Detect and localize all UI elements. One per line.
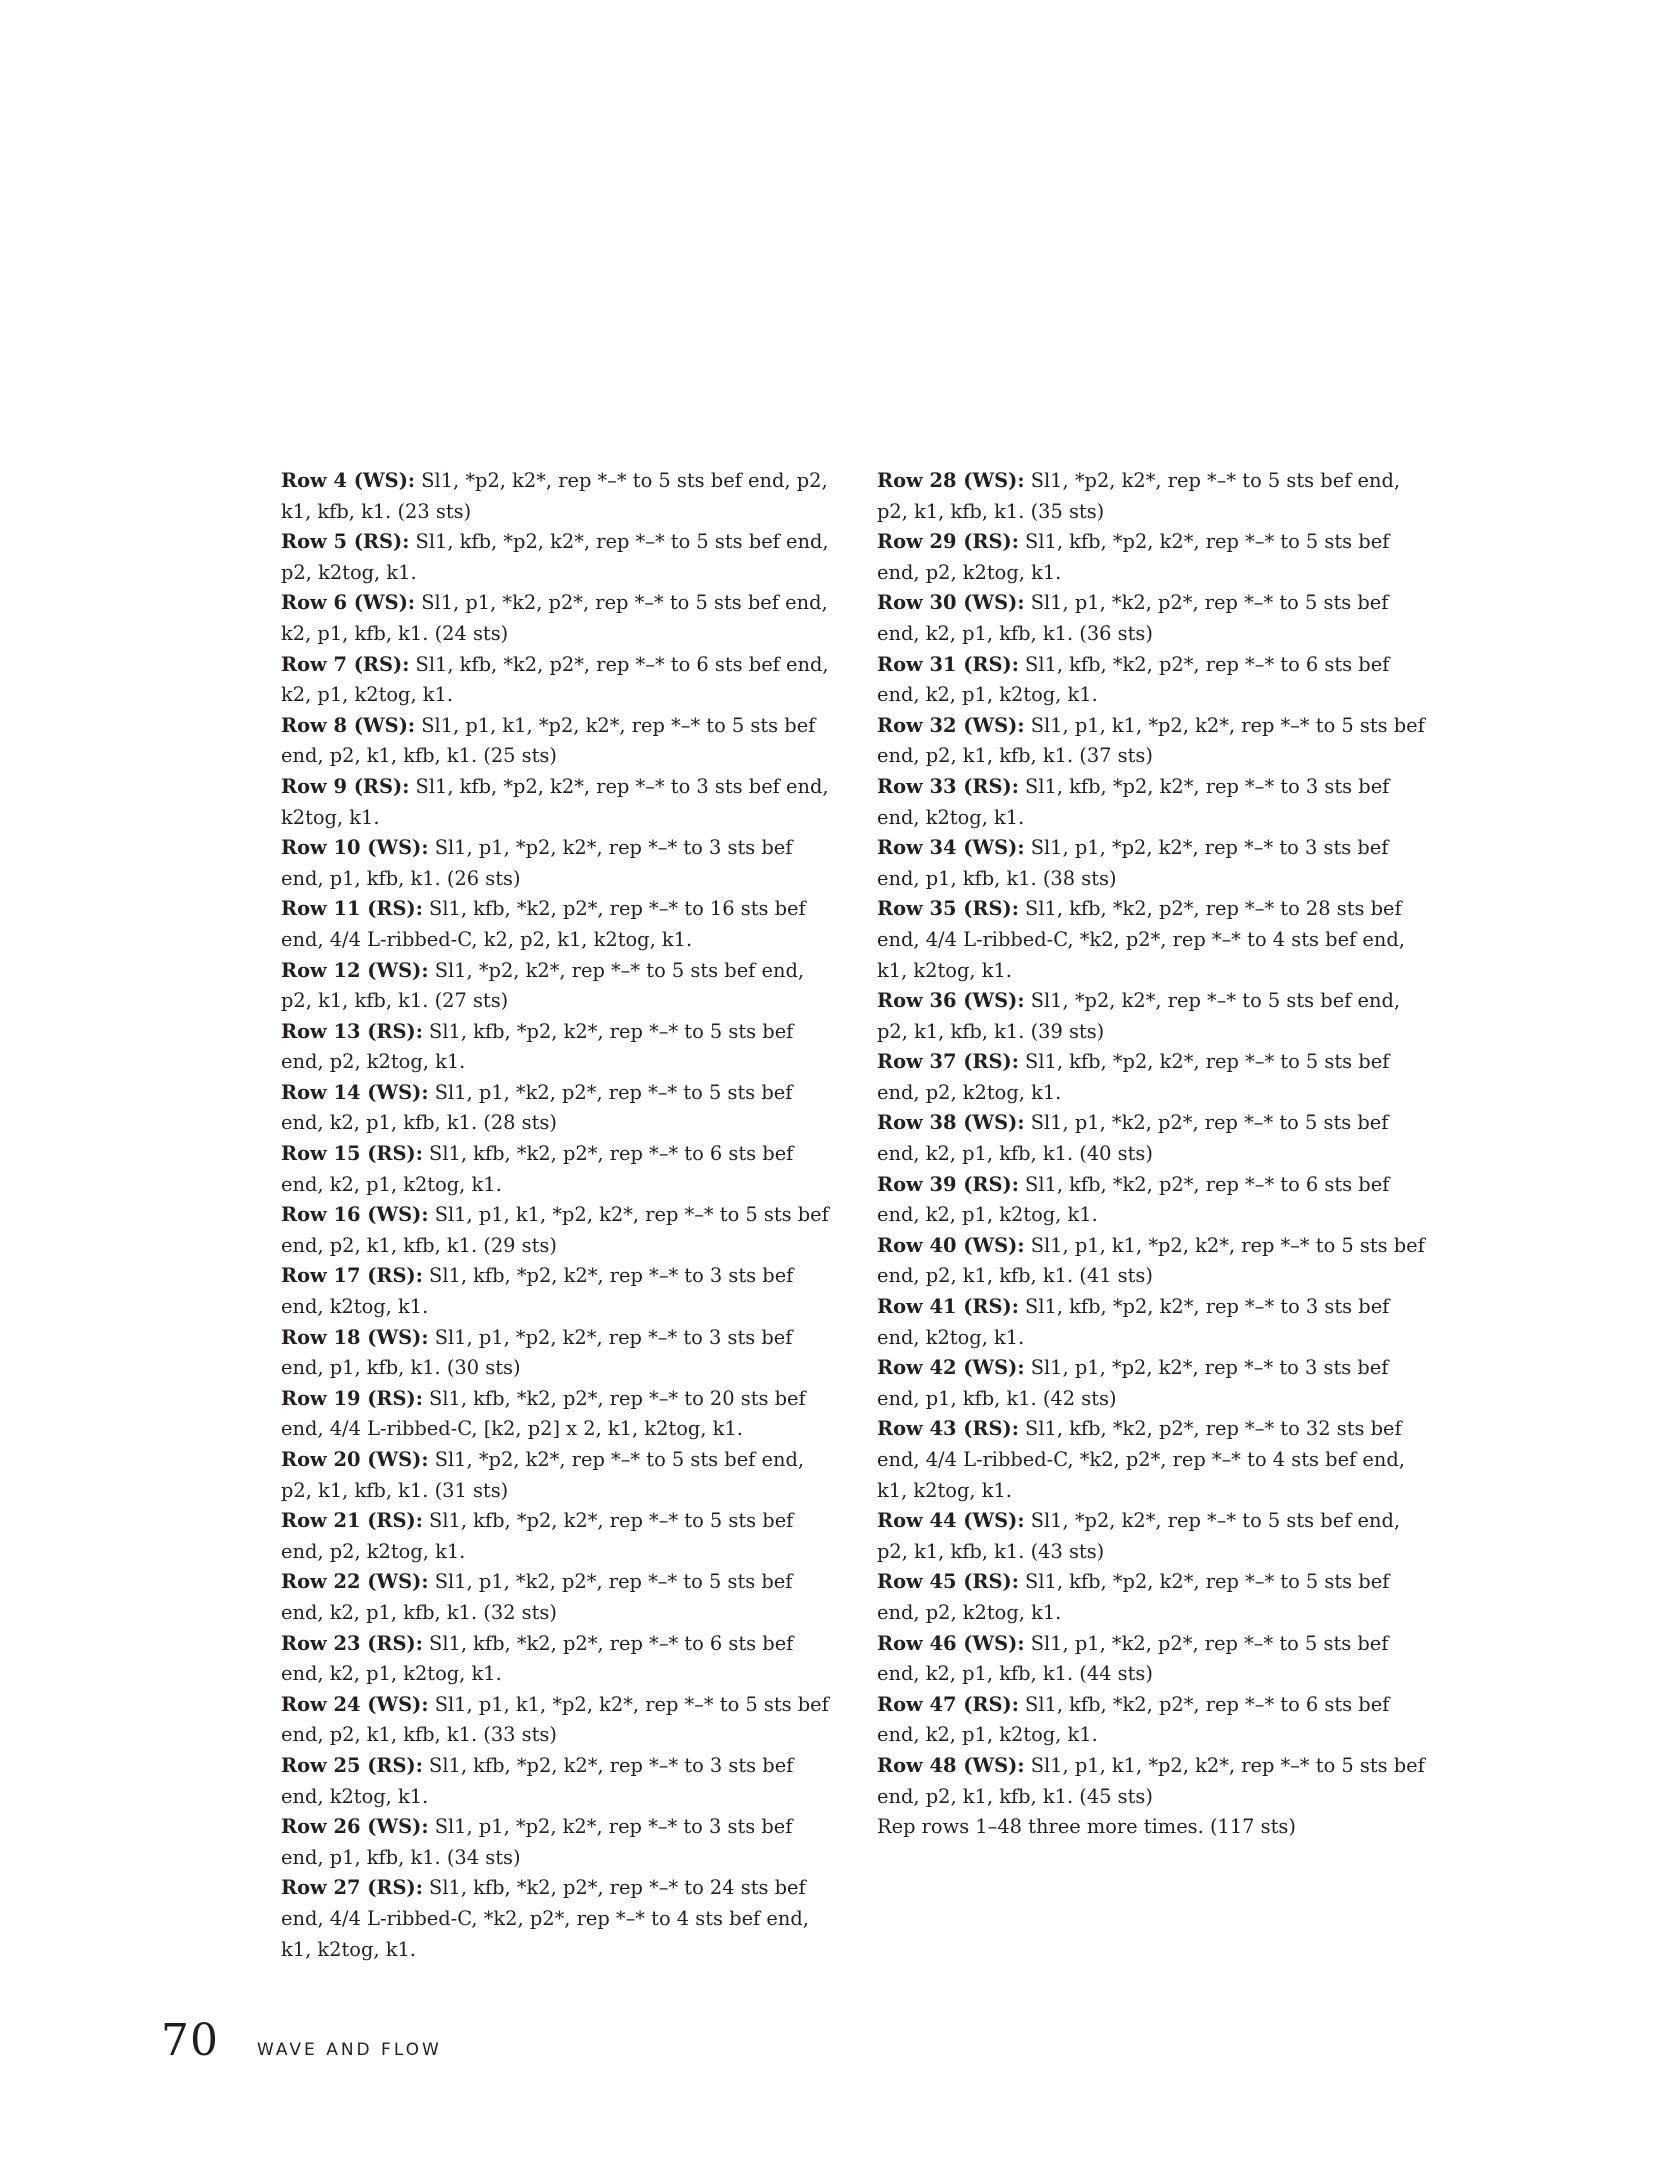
row-label: Row 20 (WS): xyxy=(281,1448,429,1471)
instruction-row xyxy=(281,650,841,711)
row-label: Row 26 (WS): xyxy=(281,1815,429,1839)
row-label: Row 29 (RS): xyxy=(877,530,1019,554)
row-label: Row 14 (WS): xyxy=(281,1080,429,1104)
instruction-row xyxy=(877,1170,1437,1231)
row-label: Row 47 (RS): xyxy=(877,1692,1019,1716)
row-text: Sl1, p1, k1, *p2, k2*, rep *–* to 5 sts bef end, p2, k1, kfb, k1. (41 sts) xyxy=(877,1233,1425,1288)
row-label: Row 13 (RS): xyxy=(281,1019,423,1043)
row-text: Sl1, kfb, *p2, k2*, rep *–* to 3 sts bef end, k2tog, k1. xyxy=(281,1753,794,1808)
instruction-row xyxy=(877,1751,1437,1812)
running-head: WAVE AND FLOW xyxy=(257,2040,442,2060)
row-text: Sl1, p1, k1, *p2, k2*, rep *–* to 5 sts bef end, p2, k1, kfb, k1. (25 sts) xyxy=(281,713,816,768)
instruction-row xyxy=(877,1108,1437,1169)
row-text: Sl1, p1, *p2, k2*, rep *–* to 3 sts bef end, p1, kfb, k1. (34 sts) xyxy=(281,1815,793,1869)
row-text: Sl1, p1, k1, *p2, k2*, rep *–* to 5 sts bef end, p2, k1, kfb, k1. (33 sts) xyxy=(281,1692,829,1747)
instruction-row xyxy=(281,1078,841,1139)
row-text: Rep rows 1–48 three more times. (117 sts) xyxy=(877,1815,1296,1839)
instruction-row xyxy=(281,1506,841,1567)
row-text: Sl1, kfb, *k2, p2*, rep *–* to 28 sts bef end, 4/4 L-ribbed-C, *k2, p2*, rep *–* to 4 sts bef end, k1, k2tog, k1. xyxy=(877,897,1405,982)
row-label: Row 24 (WS): xyxy=(281,1692,429,1716)
instruction-row xyxy=(281,1751,841,1812)
instruction-row xyxy=(281,1261,841,1322)
row-label: Row 38 (WS): xyxy=(877,1111,1025,1135)
instruction-row xyxy=(877,466,1437,527)
row-label: Row 9 (RS): xyxy=(281,774,410,798)
row-label: Row 42 (WS): xyxy=(877,1356,1025,1380)
page-footer xyxy=(161,2015,442,2066)
row-label: Row 48 (WS): xyxy=(877,1753,1025,1777)
row-text: Sl1, p1, k1, *p2, k2*, rep *–* to 5 sts bef end, p2, k1, kfb, k1. (37 sts) xyxy=(877,713,1425,768)
instruction-row xyxy=(877,588,1437,649)
row-label: Row 7 (RS): xyxy=(281,652,410,676)
row-text: Sl1, kfb, *k2, p2*, rep *–* to 32 sts bef end, 4/4 L-ribbed-C, *k2, p2*, rep *–* to 4 sts bef end, k1, k2tog, k1. xyxy=(877,1417,1405,1502)
instruction-row xyxy=(281,1139,841,1200)
row-text: Sl1, kfb, *k2, p2*, rep *–* to 6 sts bef end, k2, p1, k2tog, k1. xyxy=(281,652,829,707)
instruction-row xyxy=(877,1629,1437,1690)
row-label: Row 39 (RS): xyxy=(877,1172,1019,1196)
row-text: Sl1, kfb, *k2, p2*, rep *–* to 20 sts bef end, 4/4 L-ribbed-C, [k2, p2] x 2, k1, k2tog, k1. xyxy=(281,1386,806,1441)
instruction-row xyxy=(281,1323,841,1384)
instruction-row xyxy=(281,1384,841,1445)
row-text: Sl1, kfb, *p2, k2*, rep *–* to 3 sts bef end, k2tog, k1. xyxy=(877,1295,1390,1349)
row-label: Row 34 (WS): xyxy=(877,836,1025,860)
row-label: Row 10 (WS): xyxy=(281,836,429,860)
row-text: Sl1, p1, *p2, k2*, rep *–* to 3 sts bef end, p1, kfb, k1. (26 sts) xyxy=(281,836,793,890)
row-label: Row 28 (WS): xyxy=(877,469,1025,492)
row-label: Row 17 (RS): xyxy=(281,1264,423,1288)
instruction-row xyxy=(877,772,1437,833)
row-label: Row 16 (WS): xyxy=(281,1203,429,1227)
row-text: Sl1, kfb, *k2, p2*, rep *–* to 6 sts bef end, k2, p1, k2tog, k1. xyxy=(281,1142,794,1196)
instruction-row xyxy=(877,1506,1437,1567)
instruction-row xyxy=(877,711,1437,772)
row-text: Sl1, kfb, *k2, p2*, rep *–* to 6 sts bef end, k2, p1, k2tog, k1. xyxy=(877,1172,1390,1227)
instruction-row xyxy=(281,527,841,588)
row-label: Row 45 (RS): xyxy=(877,1570,1019,1594)
row-text: Sl1, p1, *k2, p2*, rep *–* to 5 sts bef end, k2, p1, kfb, k1. (36 sts) xyxy=(877,591,1389,645)
row-text: Sl1, p1, *k2, p2*, rep *–* to 5 sts bef end, k2, p1, kfb, k1. (32 sts) xyxy=(281,1570,793,1624)
row-label: Row 33 (RS): xyxy=(877,774,1019,798)
row-label: Row 43 (RS): xyxy=(877,1417,1019,1441)
row-label: Row 32 (WS): xyxy=(877,713,1025,737)
row-label: Row 30 (WS): xyxy=(877,591,1025,615)
instruction-row xyxy=(877,1812,1437,1843)
row-text: Sl1, kfb, *p2, k2*, rep *–* to 5 sts bef end, p2, k2tog, k1. xyxy=(877,1050,1390,1104)
row-label: Row 11 (RS): xyxy=(281,897,423,921)
row-label: Row 25 (RS): xyxy=(281,1753,423,1777)
row-label: Row 4 (WS): xyxy=(281,469,416,492)
instruction-row xyxy=(281,1873,841,1965)
row-label: Row 35 (RS): xyxy=(877,897,1019,921)
instruction-row xyxy=(877,1567,1437,1628)
row-label: Row 12 (WS): xyxy=(281,958,429,982)
row-text: Sl1, *p2, k2*, rep *–* to 5 sts bef end, p2, k1, kfb, k1. (31 sts) xyxy=(281,1448,805,1502)
row-text: Sl1, kfb, *k2, p2*, rep *–* to 6 sts bef end, k2, p1, k2tog, k1. xyxy=(281,1631,794,1686)
instruction-row xyxy=(281,894,841,955)
row-text: Sl1, kfb, *k2, p2*, rep *–* to 6 sts bef end, k2, p1, k2tog, k1. xyxy=(877,1692,1390,1747)
row-text: Sl1, p1, *k2, p2*, rep *–* to 5 sts bef end, k2, p1, kfb, k1. (40 sts) xyxy=(877,1111,1389,1166)
row-text: Sl1, kfb, *p2, k2*, rep *–* to 5 sts bef end, p2, k2tog, k1. xyxy=(877,1570,1390,1624)
instruction-row xyxy=(877,1690,1437,1751)
left-column xyxy=(281,466,841,1965)
row-label: Row 18 (WS): xyxy=(281,1325,429,1349)
row-text: Sl1, p1, k1, *p2, k2*, rep *–* to 5 sts bef end, p2, k1, kfb, k1. (45 sts) xyxy=(877,1753,1425,1808)
row-text: Sl1, kfb, *p2, k2*, rep *–* to 5 sts bef end, p2, k2tog, k1. xyxy=(877,530,1390,584)
row-text: Sl1, p1, *k2, p2*, rep *–* to 5 sts bef end, k2, p1, kfb, k1. (28 sts) xyxy=(281,1080,793,1135)
row-text: Sl1, kfb, *p2, k2*, rep *–* to 3 sts bef end, k2tog, k1. xyxy=(281,774,829,829)
instruction-row xyxy=(281,1017,841,1078)
instruction-row xyxy=(877,1414,1437,1506)
row-label: Row 36 (WS): xyxy=(877,989,1025,1013)
instruction-row xyxy=(877,1353,1437,1414)
row-text: Sl1, p1, *p2, k2*, rep *–* to 3 sts bef end, p1, kfb, k1. (30 sts) xyxy=(281,1325,793,1380)
instruction-row xyxy=(281,1445,841,1506)
instruction-row xyxy=(281,772,841,833)
right-column xyxy=(877,466,1437,1843)
row-text: Sl1, p1, k1, *p2, k2*, rep *–* to 5 sts bef end, p2, k1, kfb, k1. (29 sts) xyxy=(281,1203,829,1257)
instruction-row xyxy=(877,650,1437,711)
row-label: Row 22 (WS): xyxy=(281,1570,429,1594)
row-text: Sl1, kfb, *p2, k2*, rep *–* to 5 sts bef end, p2, k2tog, k1. xyxy=(281,1509,794,1563)
row-text: Sl1, p1, *p2, k2*, rep *–* to 3 sts bef end, p1, kfb, k1. (42 sts) xyxy=(877,1356,1389,1410)
row-text: Sl1, p1, *k2, p2*, rep *–* to 5 sts bef end, k2, p1, kfb, k1. (24 sts) xyxy=(281,591,828,645)
row-text: Sl1, kfb, *k2, p2*, rep *–* to 16 sts bef end, 4/4 L-ribbed-C, k2, p2, k1, k2tog, k1. xyxy=(281,897,806,951)
instruction-row xyxy=(281,711,841,772)
row-text: Sl1, kfb, *p2, k2*, rep *–* to 3 sts bef end, k2tog, k1. xyxy=(877,774,1390,829)
row-label: Row 5 (RS): xyxy=(281,530,410,554)
row-text: Sl1, *p2, k2*, rep *–* to 5 sts bef end, p2, k1, kfb, k1. (23 sts) xyxy=(281,469,828,523)
instruction-row xyxy=(281,1690,841,1751)
instruction-row xyxy=(877,1047,1437,1108)
instruction-row xyxy=(877,833,1437,894)
page-number: 70 xyxy=(161,2015,219,2066)
row-text: Sl1, *p2, k2*, rep *–* to 5 sts bef end, p2, k1, kfb, k1. (39 sts) xyxy=(877,989,1401,1043)
row-label: Row 37 (RS): xyxy=(877,1050,1019,1074)
instruction-row xyxy=(281,833,841,894)
row-label: Row 40 (WS): xyxy=(877,1233,1025,1257)
instruction-row xyxy=(281,1812,841,1873)
row-text: Sl1, kfb, *p2, k2*, rep *–* to 5 sts bef end, p2, k2tog, k1. xyxy=(281,530,829,584)
row-text: Sl1, kfb, *p2, k2*, rep *–* to 5 sts bef end, p2, k2tog, k1. xyxy=(281,1019,794,1074)
instruction-row xyxy=(281,956,841,1017)
instruction-row xyxy=(877,894,1437,986)
instruction-row xyxy=(877,986,1437,1047)
row-label: Row 15 (RS): xyxy=(281,1142,423,1166)
row-label: Row 41 (RS): xyxy=(877,1295,1019,1319)
row-label: Row 19 (RS): xyxy=(281,1386,423,1410)
instruction-row xyxy=(281,1567,841,1628)
row-text: Sl1, kfb, *k2, p2*, rep *–* to 6 sts bef end, k2, p1, k2tog, k1. xyxy=(877,652,1390,707)
row-label: Row 46 (WS): xyxy=(877,1631,1025,1655)
row-text: Sl1, *p2, k2*, rep *–* to 5 sts bef end, p2, k1, kfb, k1. (43 sts) xyxy=(877,1509,1401,1563)
row-label: Row 6 (WS): xyxy=(281,591,416,615)
row-label: Row 23 (RS): xyxy=(281,1631,423,1655)
instruction-row xyxy=(281,588,841,649)
row-label: Row 21 (RS): xyxy=(281,1509,423,1533)
row-label: Row 44 (WS): xyxy=(877,1509,1025,1533)
row-text: Sl1, kfb, *k2, p2*, rep *–* to 24 sts bef end, 4/4 L-ribbed-C, *k2, p2*, rep *–* to 4 sts bef end, k1, k2tog, k1. xyxy=(281,1876,809,1961)
row-text: Sl1, p1, *k2, p2*, rep *–* to 5 sts bef end, k2, p1, kfb, k1. (44 sts) xyxy=(877,1631,1389,1686)
row-text: Sl1, *p2, k2*, rep *–* to 5 sts bef end, p2, k1, kfb, k1. (27 sts) xyxy=(281,958,805,1013)
instruction-row xyxy=(281,1629,841,1690)
row-label: Row 8 (WS): xyxy=(281,713,416,737)
row-label: Row 31 (RS): xyxy=(877,652,1019,676)
instruction-row xyxy=(281,466,841,527)
row-text: Sl1, p1, *p2, k2*, rep *–* to 3 sts bef end, p1, kfb, k1. (38 sts) xyxy=(877,836,1389,890)
instruction-row xyxy=(281,1200,841,1261)
instruction-row xyxy=(877,1292,1437,1353)
instruction-row xyxy=(877,1231,1437,1292)
instruction-row xyxy=(877,527,1437,588)
row-text: Sl1, kfb, *p2, k2*, rep *–* to 3 sts bef end, k2tog, k1. xyxy=(281,1264,794,1319)
row-text: Sl1, *p2, k2*, rep *–* to 5 sts bef end, p2, k1, kfb, k1. (35 sts) xyxy=(877,469,1401,523)
row-label: Row 27 (RS): xyxy=(281,1876,423,1900)
